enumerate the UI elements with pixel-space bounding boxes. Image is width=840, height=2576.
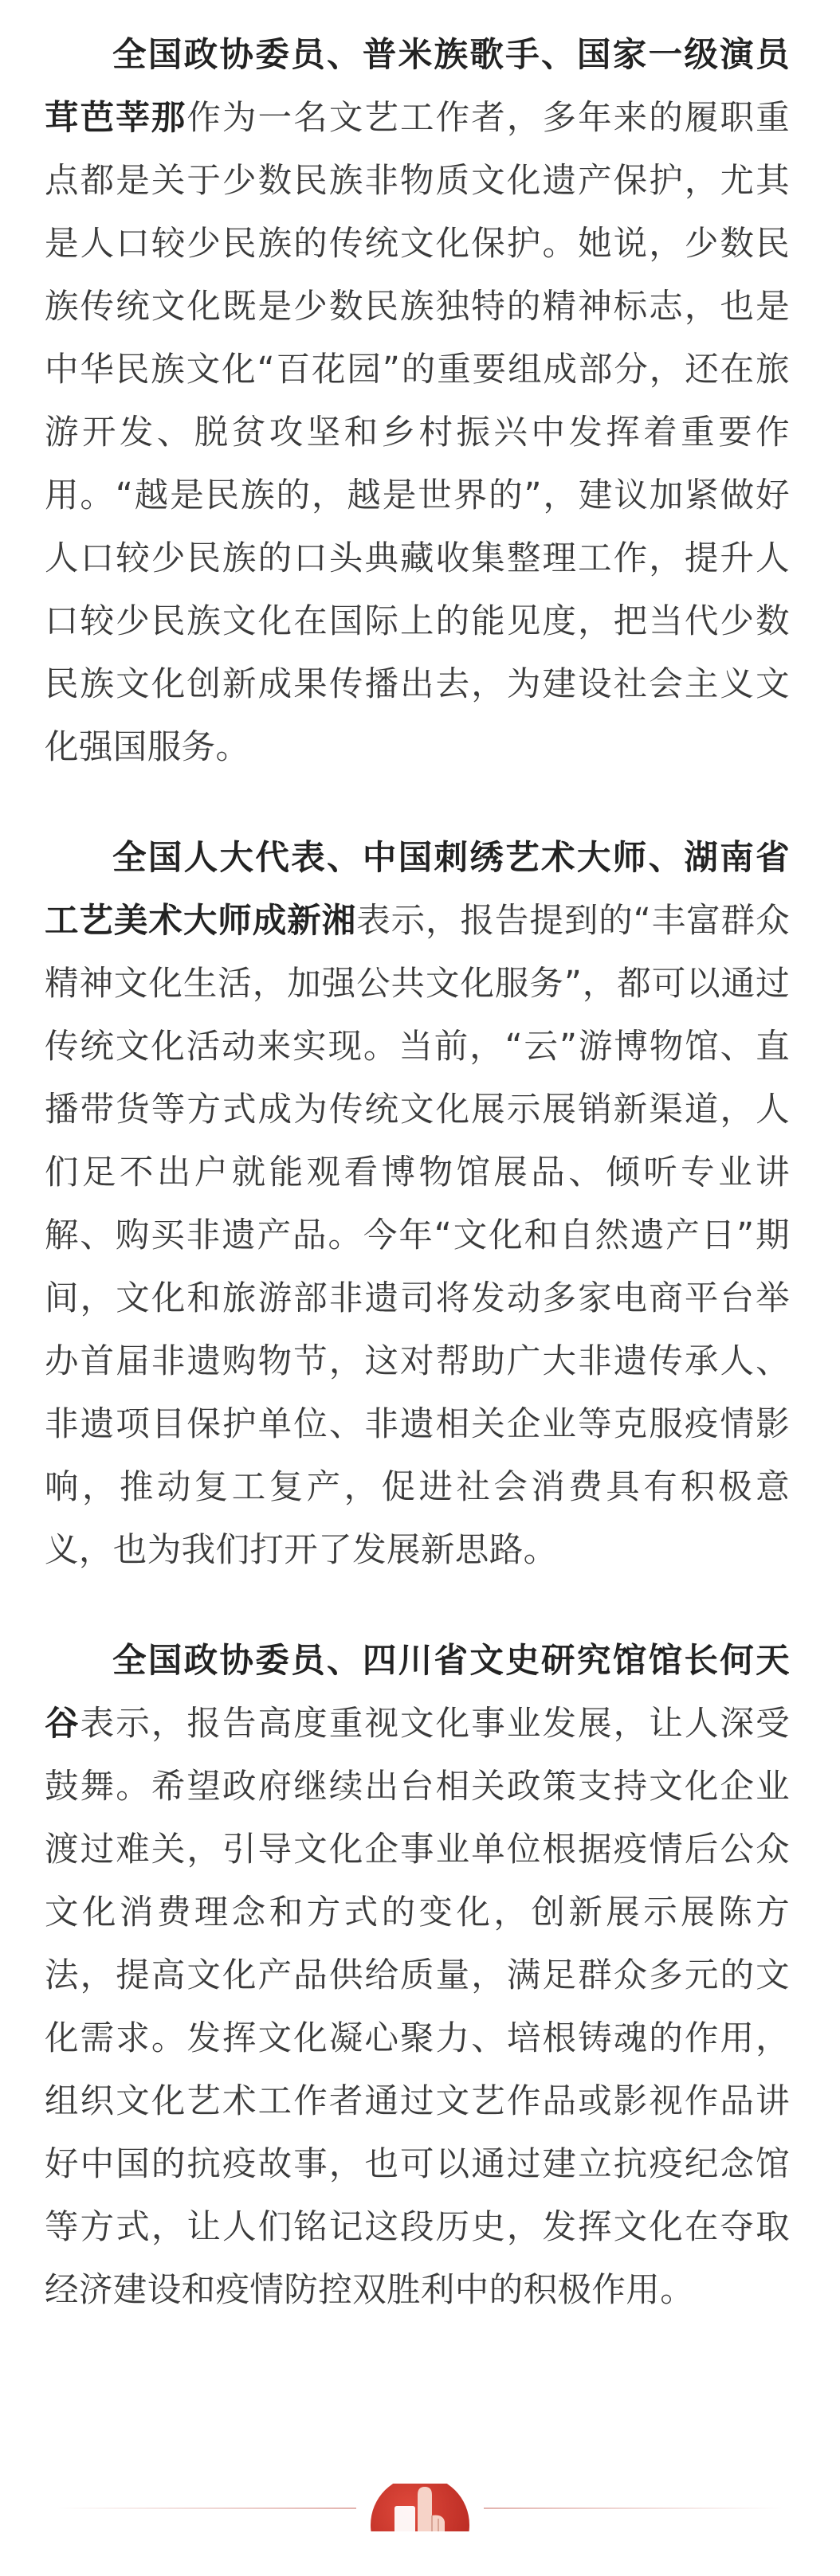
article-paragraph-3 — [45, 1630, 790, 2322]
article-paragraph-2 — [45, 827, 790, 1582]
speaker-name: 全国政协委员、普米族歌手、国家一级演员茸芭莘那 — [45, 36, 790, 138]
divider-line-left — [57, 2507, 356, 2509]
divider-line-right — [484, 2507, 783, 2509]
article-body — [45, 24, 790, 2322]
footer-divider-graphic — [57, 2484, 783, 2531]
paragraph-text: 表示，报告高度重视文化事业发展，让人深受鼓舞。希望政府继续出台相关政策支持文化企业渡过难关，引导文化企事业单位根据疫情后公众文化消费理念和方式的变化，创新展示展陈方法，提高文化产品供给质量，满足群众多元的文化需求。发挥文化凝心聚力、培根铸魂的作用，组织文化艺术工作者通过文艺作品或影视作品讲好中国的抗疫故事，也可以通过建立抗疫纪念馆等方式，让人们铭记这段历史，发挥文化在夺取经济建设和疫情防控双胜利中的积极作用。 — [45, 1705, 790, 2310]
paragraph-text: 作为一名文艺工作者，多年来的履职重点都是关于少数民族非物质文化遗产保护，尤其是人口较少民族的传统文化保护。她说，少数民族传统文化既是少数民族独特的精神标志，也是中华民族文化“百花园”的重要组成部分，还在旅游开发、脱贫攻坚和乡村振兴中发挥着重要作用。“越是民族的，越是世界的”，建议加紧做好人口较少民族的口头典藏收集整理工作，提升人口较少民族文化在国际上的能见度，把当代少数民族文化创新成果传播出去，为建设社会主义文化强国服务。 — [45, 99, 790, 767]
paragraph-text: 表示，报告提到的“丰富群众精神文化生活，加强公共文化服务”，都可以通过传统文化活动来实现。当前，“云”游博物馆、直播带货等方式成为传统文化展示展销新渠道，人们足不出户就能观看博物馆展品、倾听专业讲解、购买非遗产品。今年“文化和自然遗产日”期间，文化和旅游部非遗司将发动多家电商平台举办首届非遗购物节，这对帮助广大非遗传承人、非遗项目保护单位、非遗相关企业等克服疫情影响，推动复工复产，促进社会消费具有积极意义，也为我们打开了发展新思路。 — [45, 902, 790, 1570]
footer-divider — [57, 2484, 783, 2531]
speaker-name: 全国人大代表、中国刺绣艺术大师、湖南省工艺美术大师成新湘 — [45, 839, 790, 941]
article-paragraph-1 — [45, 24, 790, 779]
raised-hand-vote-icon — [371, 2484, 469, 2531]
speaker-name: 全国政协委员、四川省文史研究馆馆长何天谷 — [45, 1642, 790, 1744]
